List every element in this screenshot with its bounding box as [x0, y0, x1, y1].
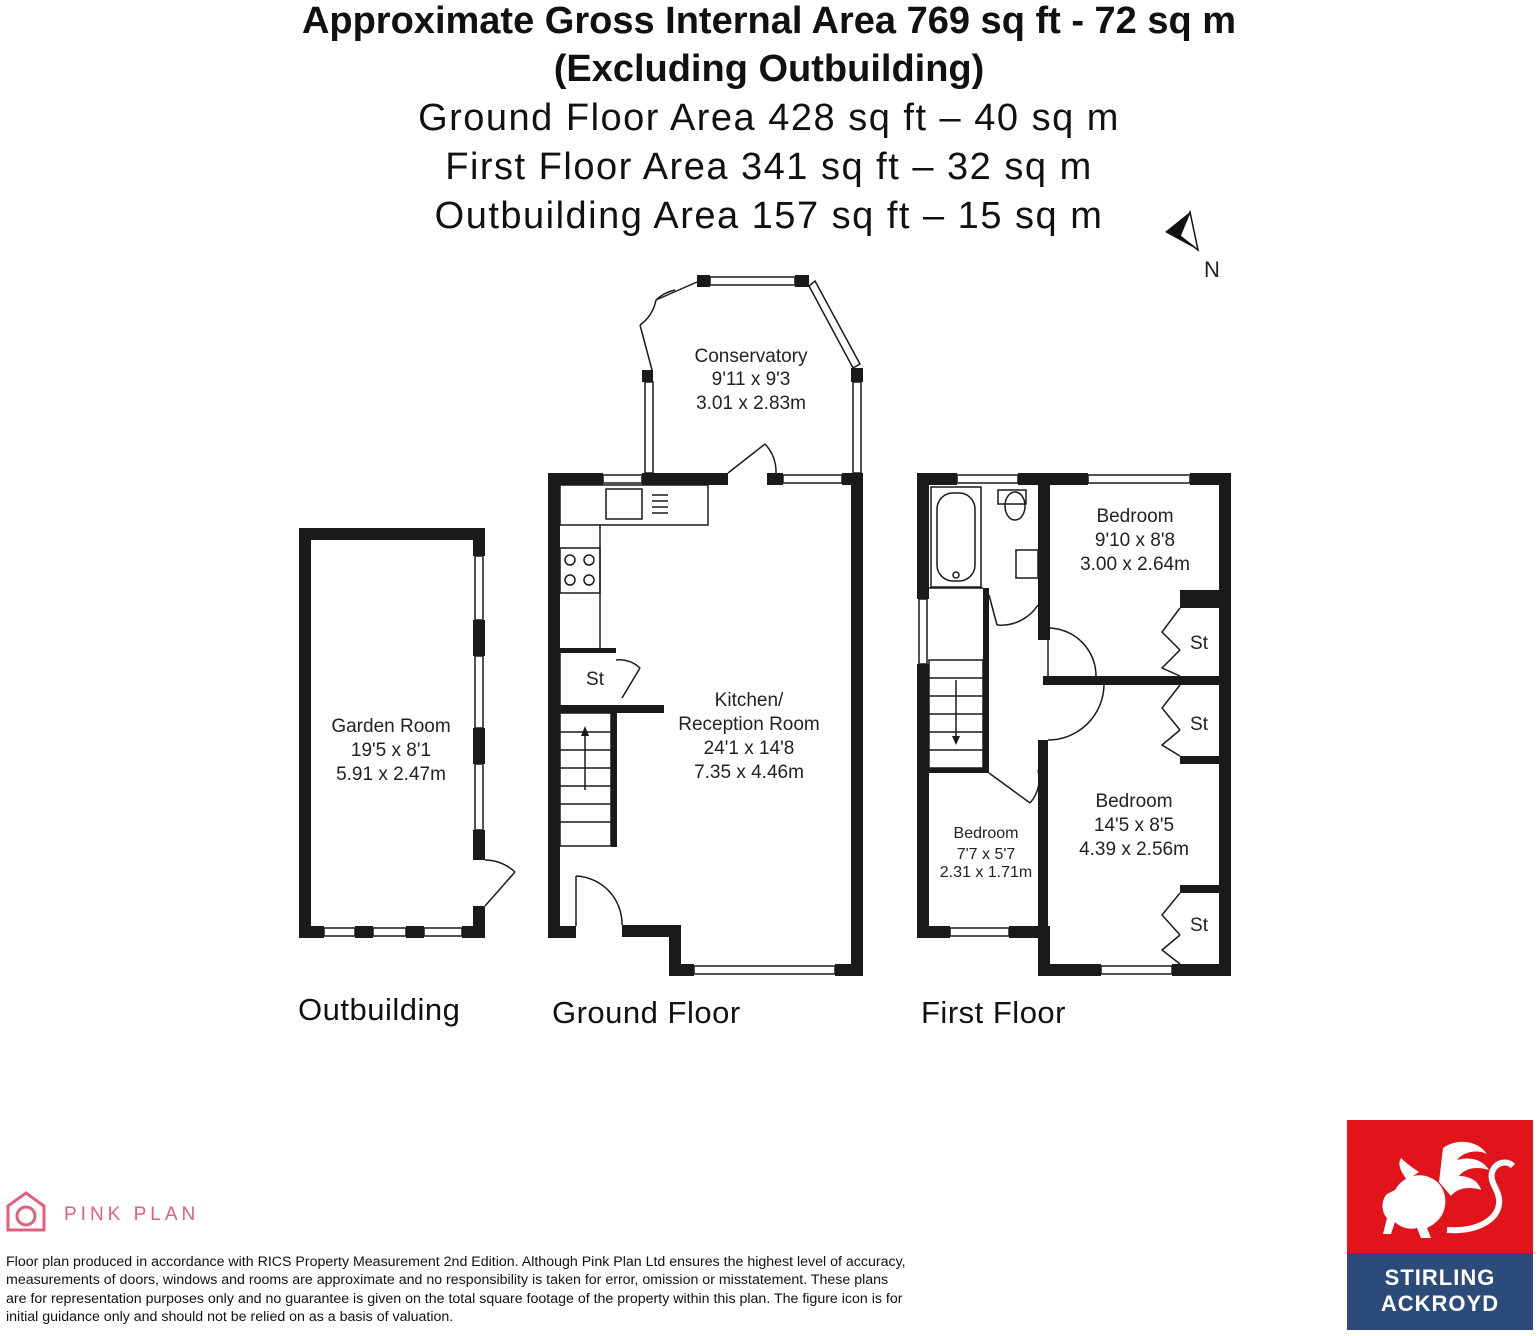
bedroom2-metric: 4.39 x 2.56m	[1079, 839, 1189, 860]
first-storage-label-3: St	[1190, 915, 1208, 936]
compass-north-label: N	[1204, 257, 1220, 282]
kitchen-name-line1: Kitchen/	[714, 690, 784, 711]
conservatory-imperial: 9'11 x 9'3	[711, 369, 791, 390]
conservatory-metric: 3.01 x 2.83m	[696, 393, 806, 414]
first-floor-plan	[917, 473, 1231, 976]
first-storage-label-1: St	[1190, 633, 1208, 654]
area-subtitle: (Excluding Outbuilding)	[553, 48, 985, 90]
bedroom1-imperial: 9'10 x 8'8	[1094, 530, 1176, 551]
first-storage-label-2: St	[1190, 714, 1208, 735]
ground-storage-label: St	[586, 669, 604, 690]
bedroom2-name: Bedroom	[1095, 791, 1173, 812]
first-floor-caption: First Floor	[921, 995, 1066, 1030]
bedroom3-imperial: 7'7 x 5'7	[956, 846, 1016, 863]
conservatory-name: Conservatory	[694, 346, 808, 367]
area-title: Approximate Gross Internal Area 769 sq ft - 72 sq m	[301, 0, 1237, 42]
pink-plan-logo-icon	[8, 1193, 44, 1230]
first-floor-area: First Floor Area 341 sq ft – 32 sq m	[445, 146, 1093, 188]
brand-name-line1: STIRLING	[1384, 1265, 1496, 1290]
bedroom1-name: Bedroom	[1096, 506, 1174, 527]
ground-floor-plan	[548, 275, 863, 976]
kitchen-name-line2: Reception Room	[678, 714, 820, 735]
garden-room-metric: 5.91 x 2.47m	[336, 764, 446, 785]
garden-room-imperial: 19'5 x 8'1	[350, 740, 432, 761]
bedroom3-metric: 2.31 x 1.71m	[939, 864, 1033, 881]
bedroom1-metric: 3.00 x 2.64m	[1080, 554, 1190, 575]
compass-icon	[1165, 212, 1220, 282]
kitchen-imperial: 24'1 x 14'8	[703, 738, 795, 759]
kitchen-metric: 7.35 x 4.46m	[694, 762, 804, 783]
bedroom2-imperial: 14'5 x 8'5	[1093, 815, 1175, 836]
disclaimer-text: Floor plan produced in accordance with RICS Property Measurement 2nd Edition. Although Pink Plan Ltd ensures the highest level of accuracy, measurements of doors, windows and rooms are approximate and no responsibility is taken for error, omission or misstatement. These plans are for representation purposes only and no guarantee is given on the total square footage of the property within this plan. The figure icon is for initial guidance only and should not be relied on as a basis of valuation.	[6, 1254, 906, 1325]
garden-room-name: Garden Room	[331, 716, 451, 737]
ground-floor-caption: Ground Floor	[552, 995, 741, 1030]
pink-plan-name: PINK PLAN	[64, 1204, 200, 1225]
outbuilding-area: Outbuilding Area 157 sq ft – 15 sq m	[434, 195, 1104, 237]
stirling-ackroyd-logo	[1347, 1120, 1533, 1330]
bedroom3-name: Bedroom	[953, 825, 1019, 842]
ground-floor-area: Ground Floor Area 428 sq ft – 40 sq m	[418, 97, 1120, 139]
brand-name-line2: ACKROYD	[1380, 1291, 1500, 1316]
griffin-icon	[1347, 1120, 1533, 1253]
outbuilding-caption: Outbuilding	[298, 992, 461, 1027]
